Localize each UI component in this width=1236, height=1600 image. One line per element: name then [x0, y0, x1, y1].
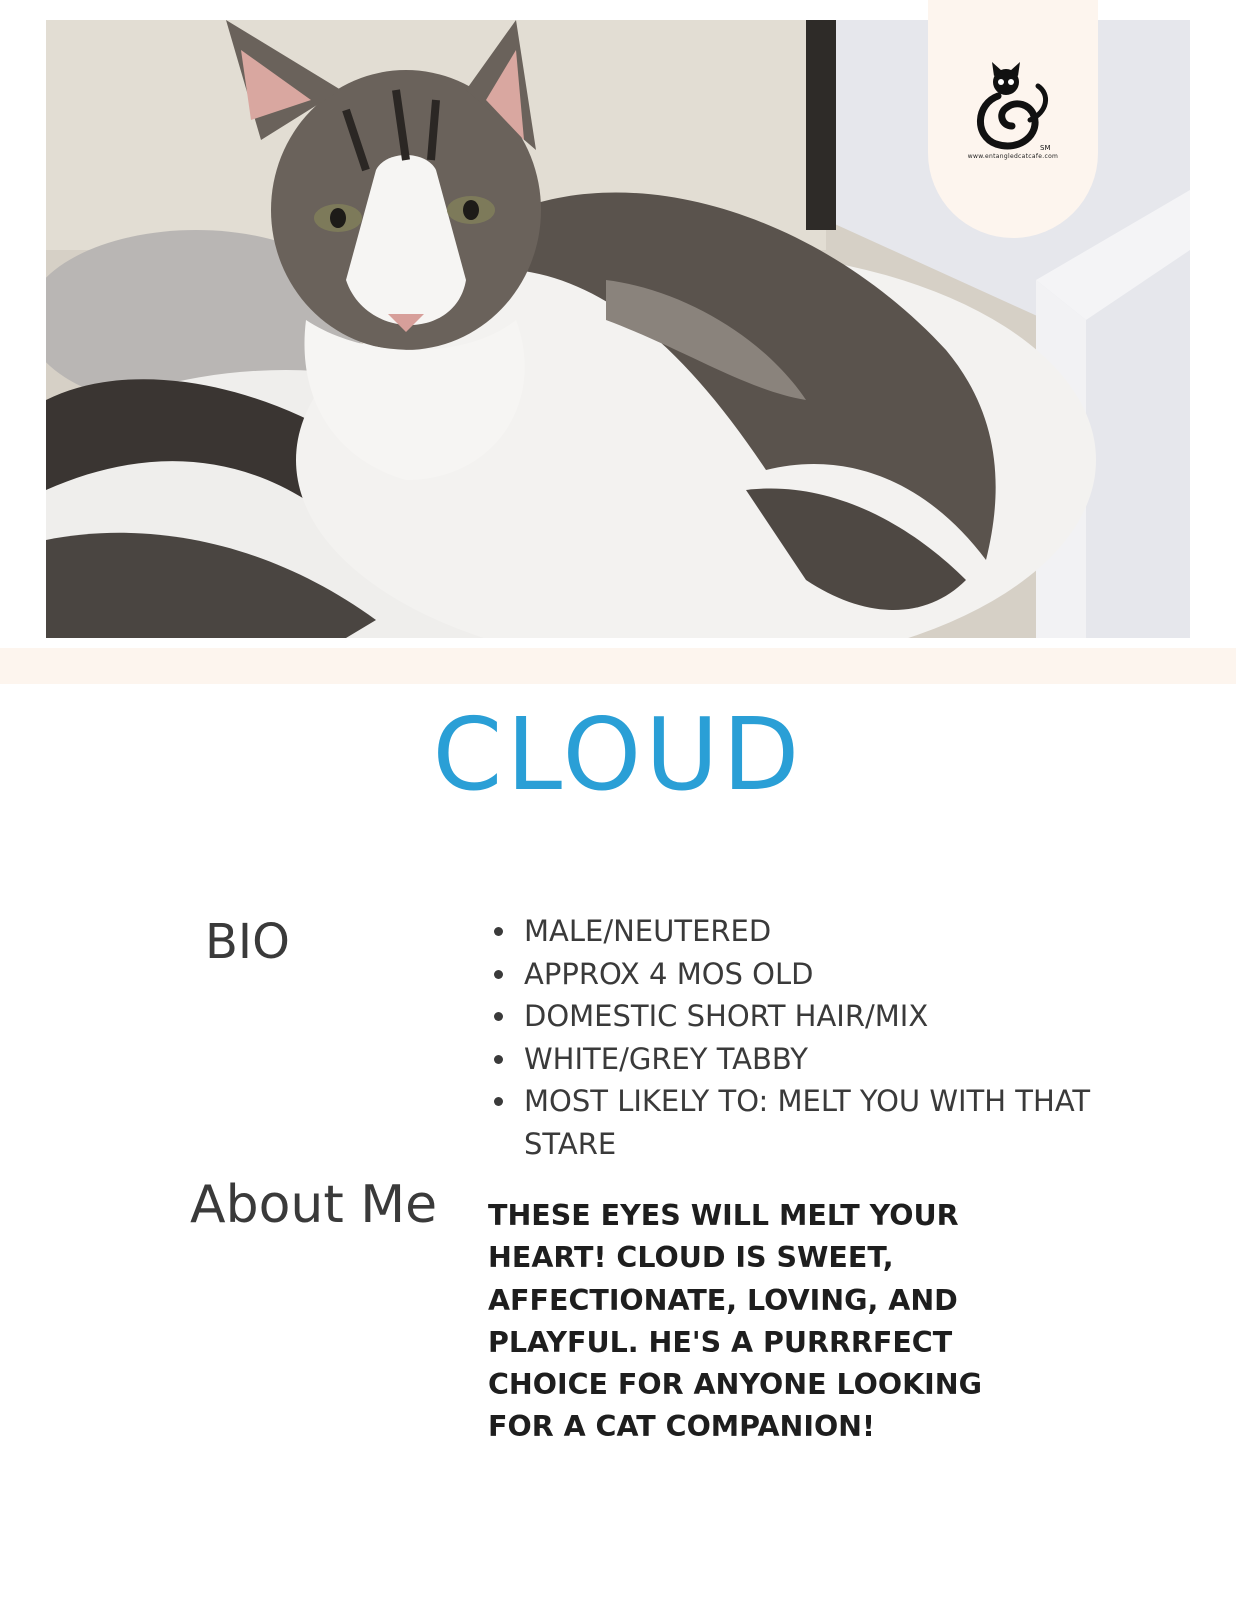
bio-item: WHITE/GREY TABBY	[492, 1038, 1142, 1081]
bio-item: MALE/NEUTERED	[492, 910, 1142, 953]
bio-item: APPROX 4 MOS OLD	[492, 953, 1142, 996]
bio-item: MOST LIKELY TO: MELT YOU WITH THAT STARE	[492, 1080, 1142, 1165]
bio-item: DOMESTIC SHORT HAIR/MIX	[492, 995, 1142, 1038]
logo-badge	[928, 0, 1098, 238]
divider-band	[0, 648, 1236, 684]
logo-url: www.entangledcatcafe.com	[967, 153, 1059, 160]
about-label: About Me	[190, 1175, 438, 1235]
bio-label: BIO	[205, 914, 290, 970]
about-text: THESE EYES WILL MELT YOUR HEART! CLOUD IS SWEET, AFFECTIONATE, LOVING, AND PLAYFUL. HE'S A PURRRFECT CHOICE FOR ANYONE LOOKING FOR A CAT COMPANION!	[488, 1199, 983, 1444]
service-mark: SM	[1040, 144, 1051, 152]
bio-list	[492, 910, 1142, 1165]
cat-name: CLOUD	[432, 696, 804, 813]
